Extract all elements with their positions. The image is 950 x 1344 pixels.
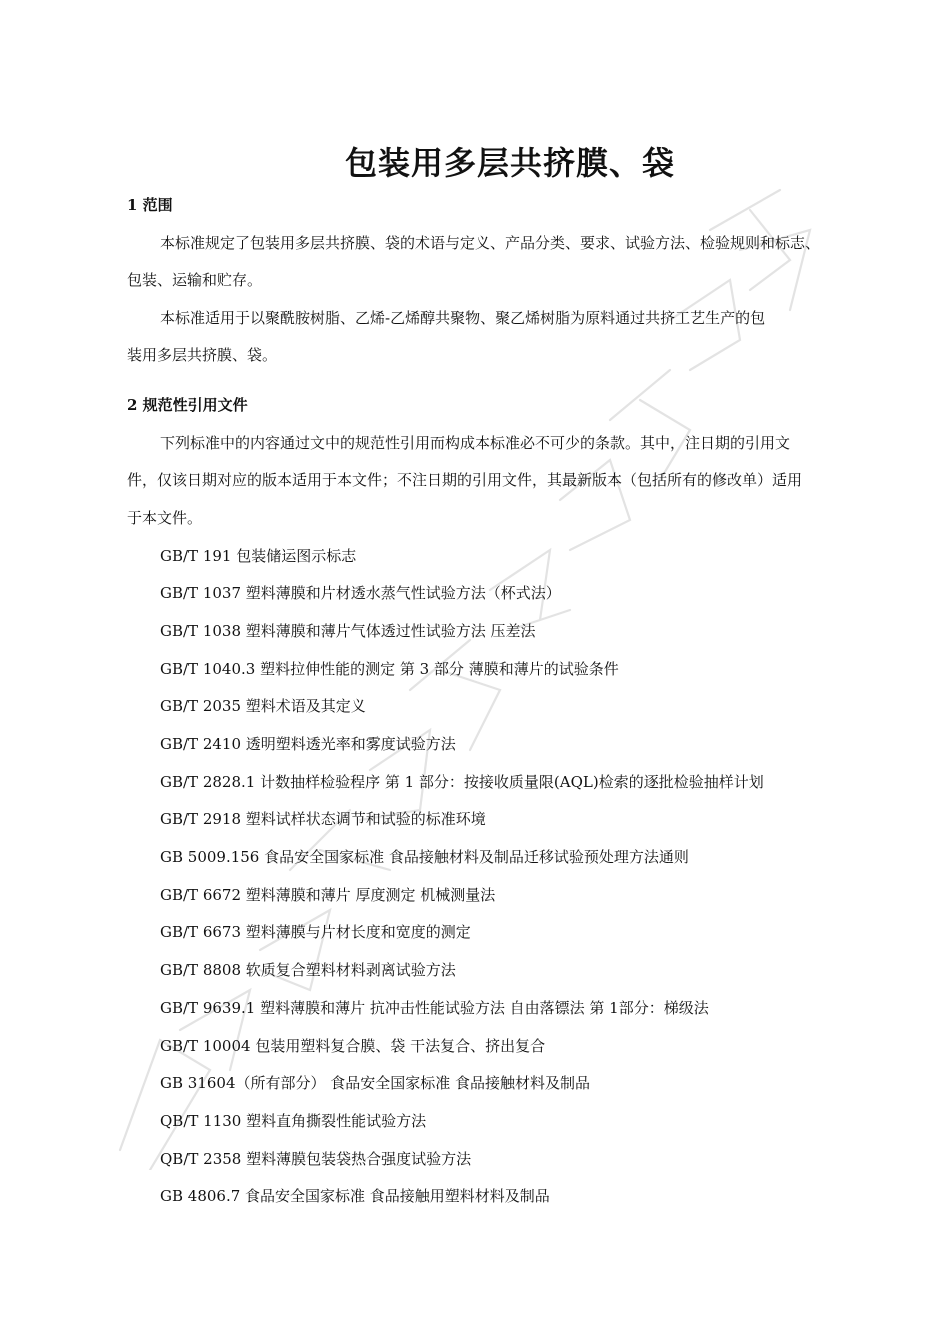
section-2-line: 于本文件。: [127, 509, 203, 527]
section-1-line: 装用多层共挤膜、袋。: [127, 346, 278, 364]
reference-item: GB/T 6673 塑料薄膜与片材长度和宽度的测定: [160, 923, 471, 941]
reference-item: GB/T 2410 透明塑料透光率和雾度试验方法: [160, 735, 456, 753]
section-2-line: 件，仅该日期对应的版本适用于本文件；不注日期的引用文件，其最新版本（包括所有的修改单）适用: [127, 471, 803, 489]
reference-item: QB/T 1130 塑料直角撕裂性能试验方法: [160, 1112, 427, 1130]
reference-item: GB/T 8808 软质复合塑料材料剥离试验方法: [160, 961, 456, 979]
section-1-line: 本标准适用于以聚酰胺树脂、乙烯-乙烯醇共聚物、聚乙烯树脂为原料通过共挤工艺生产的包: [160, 309, 766, 327]
reference-item: GB 31604（所有部分） 食品安全国家标准 食品接触材料及制品: [160, 1074, 591, 1092]
reference-item: QB/T 2358 塑料薄膜包装袋热合强度试验方法: [160, 1150, 472, 1168]
reference-item: GB/T 1040.3 塑料拉伸性能的测定 第 3 部分 薄膜和薄片的试验条件: [160, 660, 619, 678]
document-title: 包装用多层共挤膜、袋: [344, 144, 675, 182]
section-1-line: 包装、运输和贮存。: [127, 271, 263, 289]
reference-item: GB 5009.156 食品安全国家标准 食品接触材料及制品迁移试验预处理方法通则: [160, 848, 689, 866]
reference-item: GB/T 9639.1 塑料薄膜和薄片 抗冲击性能试验方法 自由落镖法 第 1部分：梯级法: [160, 999, 709, 1017]
reference-item: GB/T 10004 包装用塑料复合膜、袋 干法复合、挤出复合: [160, 1037, 546, 1055]
reference-item: GB/T 191 包装储运图示标志: [160, 547, 357, 565]
reference-item: GB/T 2828.1 计数抽样检验程序 第 1 部分：按接收质量限(AQL)检索的逐批检验抽样计划: [160, 773, 764, 791]
reference-item: GB/T 1038 塑料薄膜和薄片气体透过性试验方法 压差法: [160, 622, 536, 640]
reference-item: GB/T 6672 塑料薄膜和薄片 厚度测定 机械测量法: [160, 886, 496, 904]
section-1-line: 本标准规定了包装用多层共挤膜、袋的术语与定义、产品分类、要求、试验方法、检验规则和标志、: [160, 234, 821, 252]
reference-item: GB/T 1037 塑料薄膜和片材透水蒸气性试验方法（杯式法）: [160, 584, 561, 602]
section-2-heading: 2 规范性引用文件: [127, 396, 248, 414]
reference-item: GB 4806.7 食品安全国家标准 食品接触用塑料材料及制品: [160, 1187, 550, 1205]
reference-item: GB/T 2918 塑料试样状态调节和试验的标准环境: [160, 810, 486, 828]
section-1-heading: 1 范围: [127, 196, 173, 214]
reference-item: GB/T 2035 塑料术语及其定义: [160, 697, 366, 715]
section-2-line: 下列标准中的内容通过文中的规范性引用而构成本标准必不可少的条款。其中，注日期的引用文: [160, 434, 791, 452]
